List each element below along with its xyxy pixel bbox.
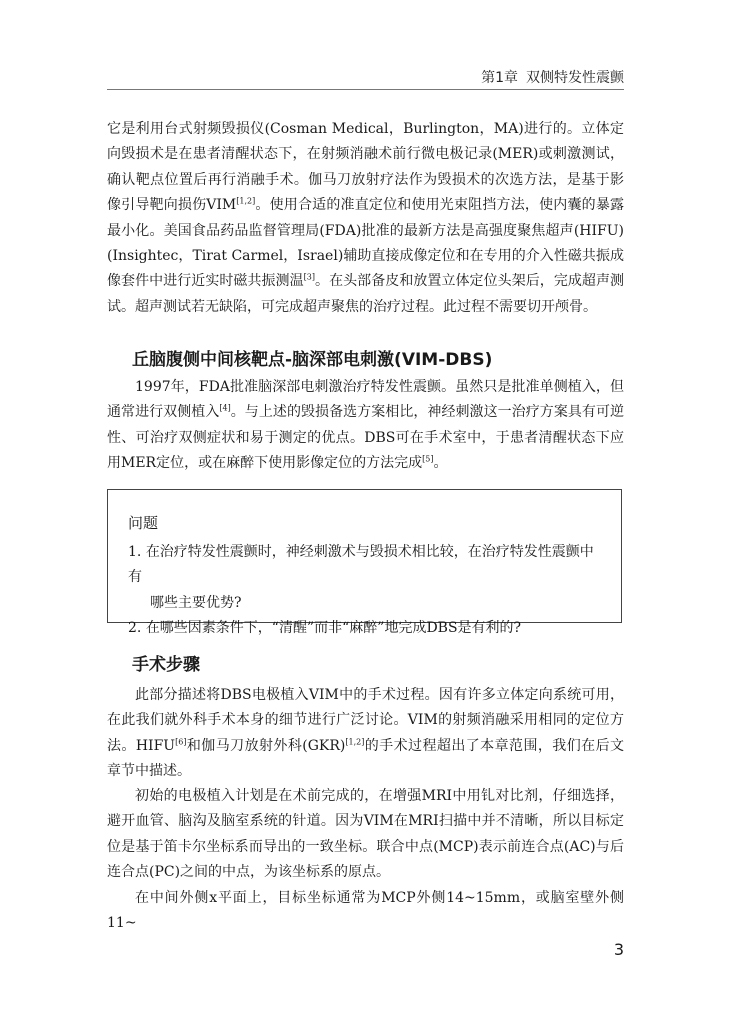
paragraph-text: 。在头部备皮和放置立体定位头架后，完成超声测试。超声测试若无缺陷，可完成超声聚焦的治疗过程。此过程不需要切开颅骨。 <box>107 273 625 315</box>
question-item <box>128 616 598 641</box>
citation-ref: [4] <box>219 403 231 413</box>
paragraph-electrode-planning: 初始的电极植入计划是在术前完成的，在增强MRI中用钆对比剂，仔细选择，避开血管、脑沟及脑室系统的针道。因为VIM在MRI扫描中并不清晰，所以目标定位是基于笛卡尔坐标系而导出的一致坐标。联合中点(MCP)表示前连合点(AC)与后连合点(PC)之间的中点，为该坐标系的原点。 <box>107 788 624 881</box>
section-heading-surgical-steps: 手术步骤 <box>132 655 200 675</box>
question-box <box>107 489 622 637</box>
chapter-title: 双侧特发性震颤 <box>526 70 624 86</box>
paragraph-text: 。 <box>433 455 448 472</box>
page-number: 3 <box>613 940 624 959</box>
citation-ref: [5] <box>422 454 434 464</box>
question-text: 在哪些因素条件下，“清醒”而非“麻醉”地完成DBS是有利的? <box>145 620 522 637</box>
paragraph-ablation-methods <box>107 117 624 320</box>
paragraph-text: 和伽马刀放射外科(GKR) <box>186 737 346 754</box>
header-rule <box>107 89 624 90</box>
section-heading-vim-dbs: 丘脑腹侧中间核靶点-脑深部电刺激(VIM-DBS) <box>132 350 493 370</box>
citation-ref: [1,2] <box>236 196 256 206</box>
paragraph-text: 它是利用台式射频毁损仪(Cosman Medical，Burlington，MA)进行的。立体定向毁损术是在患者清醒状态下，在射频消融术前行微电极记录(MER)或刺激测试，确认靶点位置后再行消融手术。伽马刀放射疗法作为毁损术的次选方法，是基于影像引导靶向损伤VIM <box>107 121 624 214</box>
question-number: 2. <box>128 620 142 637</box>
paragraph-text: 。与上述的毁损备选方案相比，神经刺激这一治疗方案具有可逆性、可治疗双侧症状和易于测定的优点。DBS可在手术室中，于患者清醒状态下应用MER定位，或在麻醉下使用影像定位的方法完成 <box>107 404 625 472</box>
question-list <box>128 540 598 642</box>
paragraph-text: 。使用合适的准直定位和使用光束阻挡方法，使内囊的暴露最小化。美国食品药品监督管理局(FDA)批准的最新方法是高强度聚焦超声(HIFU)(Insightec，Tirat Carmel，Israel)辅助直接成像定位和在专用的介入性磁共振成像套件中进行近实时磁共振测温 <box>107 197 624 290</box>
question-box-title: 问题 <box>128 514 159 532</box>
citation-ref: [6] <box>175 737 187 747</box>
question-item <box>128 540 598 616</box>
paragraph-dbs-approval <box>107 375 624 477</box>
paragraph-target-coordinates: 在中间外侧x平面上，目标坐标通常为MCP外侧14~15mm，或脑室壁外侧11~ <box>107 890 624 932</box>
citation-ref: [1,2] <box>345 737 365 747</box>
question-text-continued: 哪些主要优势? <box>150 594 242 611</box>
paragraph-text: 此部分描述将DBS电极植入VIM中的手术过程。因有许多立体定向系统可用，在此我们就外科手术本身的细节进行广泛讨论。VIM的射频消融采用相同的定位方法。HIFU <box>107 687 624 754</box>
paragraph-surgical-overview <box>107 683 624 785</box>
citation-ref: [3] <box>303 272 315 282</box>
chapter-number: 第1章 <box>481 70 518 86</box>
question-number: 1. <box>128 544 142 560</box>
running-header <box>481 67 624 87</box>
paragraph-text: 的手术过程超出了本章范围，我们在后文章节中描述。 <box>107 737 625 780</box>
paragraph-text: 1997年，FDA批准脑深部电刺激治疗特发性震颤。虽然只是批准单侧植入，但通常进行双侧植入 <box>107 379 624 421</box>
question-text: 在治疗特发性震颤时，神经刺激术与毁损术相比较，在治疗特发性震颤中有 <box>128 544 594 586</box>
